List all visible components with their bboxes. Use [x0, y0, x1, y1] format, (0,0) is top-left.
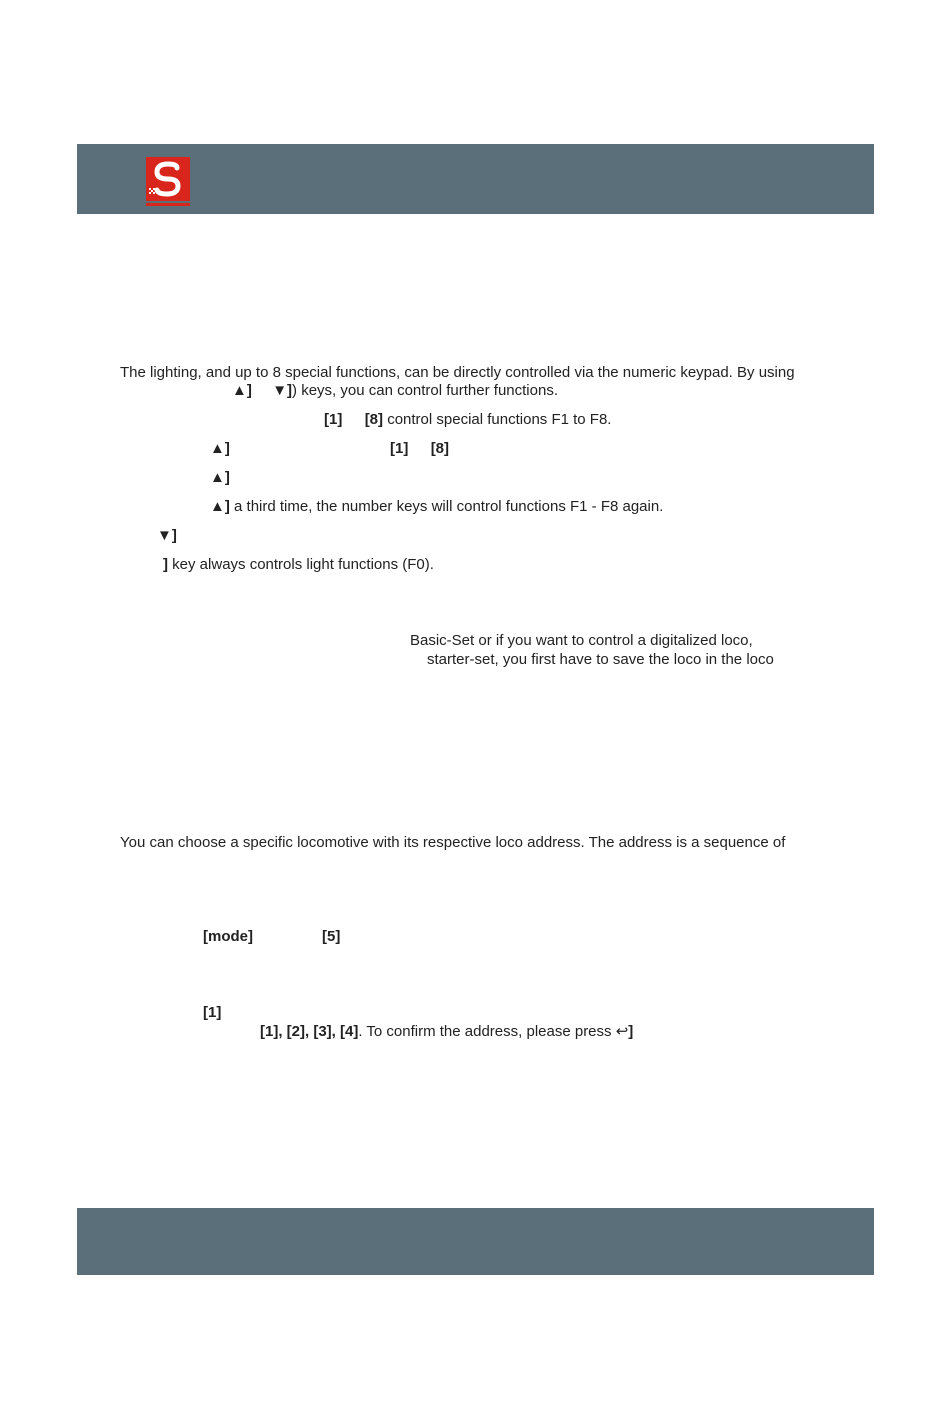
functions-third-time-text: a third time, the number keys will control functions F1 - F8 again.: [234, 498, 664, 515]
key-1: [1]: [390, 440, 409, 457]
header-band: [77, 144, 874, 214]
address-key1-line: [203, 1004, 221, 1022]
key-5: [5]: [322, 928, 341, 945]
functions-f1-f8-line: [324, 411, 611, 429]
functions-intro-line2: [232, 382, 558, 400]
key-up-arrow: ▲]: [232, 382, 252, 399]
address-key5: [322, 928, 340, 946]
basic-set-line1: Basic-Set or if you want to control a digitalized loco,: [410, 632, 753, 649]
functions-f1-f8-text: control special functions F1 to F8.: [387, 411, 612, 428]
functions-down-line: [157, 527, 177, 545]
enter-icon: ↩: [615, 1023, 629, 1040]
key-8: [8]: [364, 411, 384, 428]
footer-band: [77, 1208, 874, 1275]
key-mode: [mode]: [203, 928, 253, 945]
key-up-arrow: ▲]: [210, 440, 230, 457]
address-intro: You can choose a specific locomotive with its respective loco address. The address is a sequence of: [120, 834, 786, 851]
basic-set-line2: starter-set, you first have to save the loco in the loco: [427, 651, 774, 668]
functions-light-line: [163, 556, 434, 574]
key-down-arrow: ▼]: [272, 382, 293, 399]
functions-light-text: key always controls light functions (F0).: [172, 556, 434, 573]
functions-intro-line1: The lighting, and up to 8 special functions, can be directly controlled via the numeric keypad. By using: [120, 364, 795, 381]
key-1: [1]: [203, 1004, 222, 1021]
functions-intro-line2-text: ) keys, you can control further functions.: [292, 382, 558, 399]
address-mode-line: [203, 928, 253, 946]
light-key-bracket: ]: [163, 556, 168, 573]
key-8: [8]: [430, 440, 450, 457]
keys-sequence: [1], [2], [3], [4]: [260, 1023, 359, 1040]
address-sequence-line: [260, 1023, 633, 1041]
piko-smartcontrol-logo: [146, 157, 190, 207]
functions-second-press-keys: [390, 440, 449, 458]
functions-up-line: [210, 469, 230, 487]
address-confirm-text: . To confirm the address, please press: [358, 1023, 612, 1040]
key-up-arrow: ▲]: [210, 469, 230, 486]
key-1: [1]: [324, 411, 343, 428]
enter-bracket: ]: [628, 1023, 634, 1040]
key-up-arrow: ▲]: [210, 498, 230, 515]
functions-third-time-line: [210, 498, 663, 516]
key-down-arrow: ▼]: [157, 527, 177, 544]
functions-second-press-line: [210, 440, 230, 458]
